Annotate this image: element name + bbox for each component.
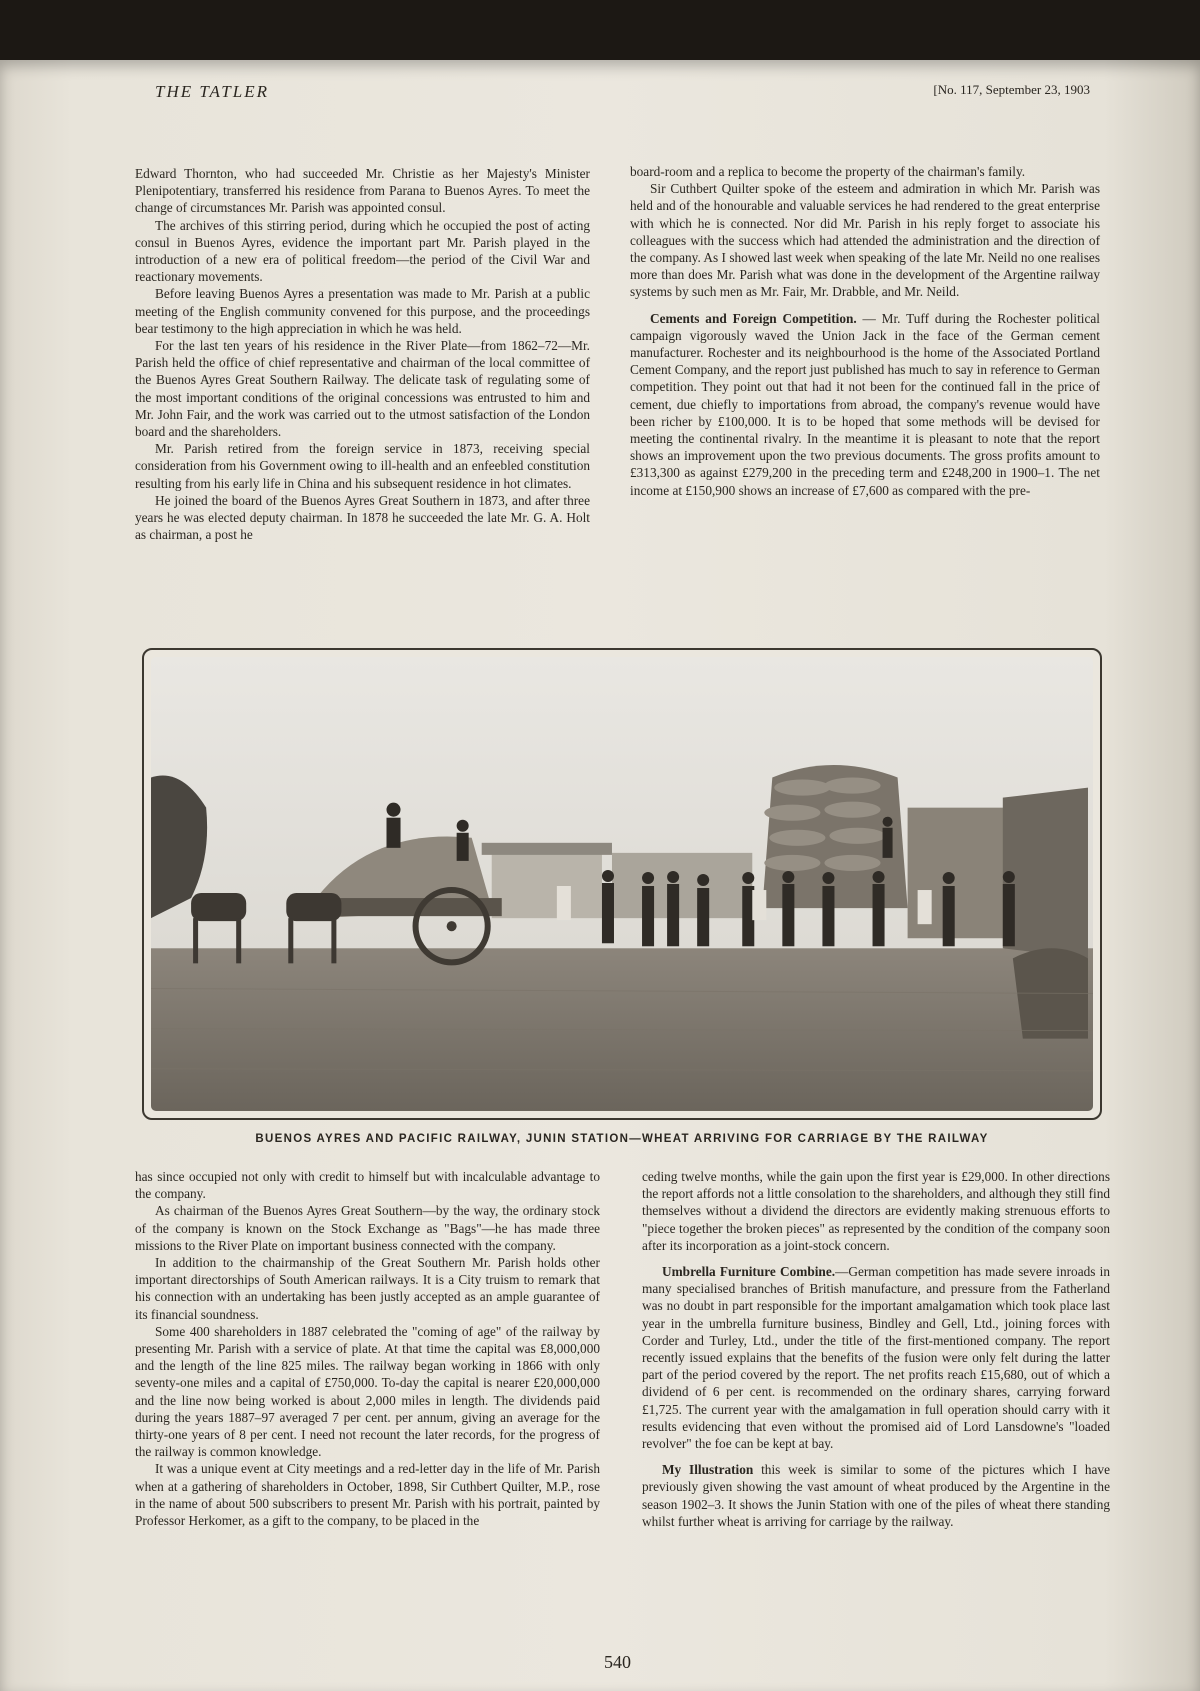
cements-text: — Mr. Tuff during the Rochester political campaign vigorously waved the Union Jack in the face of the German cement manufacturer. Rochester and its neighbourhood is the home of the Associated Portland Cement Company, and the report just published has much to say in reference to German competition. They point out that had it not been for the continued fall in the price of cement, due chiefly to importations from abroad, the company's revenue would have been richer by £100,000. It is to be hoped that some methods will be devised for meeting the continental rivalry. In the meantime it is pleasant to note that the report shows an improvement upon the two previous documents. The gross profits amount to £313,300 as against £279,200 in the preceding term and £248,200 in 1900–1. The net income at £150,900 shows an increase of £7,600 as compared with the pre- [630,310,1100,498]
paragraph: The archives of this stirring period, during which he occupied the post of acting consul in Buenos Ayres, evidence the important part Mr. Parish played in the introduction of a new era of political freedom—the period of the Civil War and reactionary movements. [135,217,590,285]
paragraph: has since occupied not only with credit to himself but with incalculable advantage to the company. [135,1169,600,1202]
issue-date: [No. 117, September 23, 1903 [933,82,1090,97]
paragraph: Before leaving Buenos Ayres a presentation was made to Mr. Parish at a public meeting of the English community convened for this purpose, and the proceedings bear testimony to the high appreciation in which he was held. [135,286,590,336]
page-header [155,82,1090,112]
paragraph: He joined the board of the Buenos Ayres Great Southern in 1873, and after three years he was elected deputy chairman. In 1878 he succeeded the late Mr. G. A. Holt as chairman, a post he [135,492,590,543]
paragraph: In addition to the chairmanship of the Great Southern Mr. Parish holds other important directorships of South American railways. It is a City truism to remark that his connection with an undertaking has been justly accepted as an ample guarantee of its financial soundness. [135,1255,600,1322]
paragraph: As chairman of the Buenos Ayres Great Southern—by the way, the ordinary stock of the company is known on the Stock Exchange as "Bags"—he has made three missions to the River Plate on important business connected with the company. [135,1203,600,1253]
paragraph: board-room and a replica to become the property of the chairman's family. [630,164,1026,179]
column-bottom-left [135,1168,600,1529]
masthead: THE TATLER [155,82,269,101]
umbrella-text: —German competition has made severe inroads in many specialised branches of British manufacture, and pressure from the Fatherland was no doubt in part responsible for the important amalgamation which took place last year in the umbrella furniture business, Bindley and Gell, Ltd., joining forces with Corder and Turley, Ltd., under the title of the first-mentioned company. The report recently issued explains that the benefits of the fusion were only felt during the latter part of the period covered by the report. The net profits reach £15,680, out of which a dividend of 6 per cent. is recommended on the ordinary shares, carrying forward £1,725. The current year with the amalgamation in full operation should carry with it results evidencing that even without the promised aid of Lord Lansdowne's "loaded revolver" the foe can be kept at bay. [642,1264,1110,1452]
paragraph: Some 400 shareholders in 1887 celebrated the "coming of age" of the railway by presenting Mr. Parish with a service of plate. At that time the capital was £8,000,000 and the length of the line 825 miles. The railway began working in 1866 with only seventy-one miles and a capital of £750,000. To-day the capital is nearer £20,000,000 and the line now being worked is about 2,000 miles in length. The dividends paid during the years 1887–97 averaged 7 per cent. per annum, giving an average for the thirty-one years of 8 per cent. I need not recount the later records, for the progress of the railway is common knowledge. [135,1323,600,1460]
illustration-heading: My Illustration [662,1462,754,1478]
cements-paragraph [630,310,1100,499]
column-top-right [630,163,1100,499]
umbrella-heading: Umbrella Furniture Combine. [662,1264,836,1280]
paragraph: For the last ten years of his residence in the River Plate—from 1862–72—Mr. Parish held the office of chief representative and chairman of the local committee of the Buenos Ayres Great Southern Railway. The delicate task of regulating some of the most important conditions of the original concessions was entrusted to him and Mr. John Fair, and the work was carried out to the utmost satisfaction of the London board and the shareholders. [135,338,590,440]
cements-heading: Cements and Foreign Competition. [650,310,857,326]
paragraph: ceding twelve months, while the gain upon the first year is £29,000. In other directions the report affords not a little consolation to the shareholders, and although they still find themselves without a dividend the directors are evidently making strenuous efforts to "piece together the broken pieces" as represented by the condition of the company soon after its incorporation as a joint-stock concern. [642,1169,1110,1253]
column-bottom-right [642,1168,1110,1530]
page-number: 540 [604,1652,631,1672]
illustration-paragraph [642,1461,1110,1530]
photo-caption: BUENOS AYRES AND PACIFIC RAILWAY, JUNIN STATION—WHEAT ARRIVING FOR CARRIAGE BY THE RAILWAY [255,1133,989,1145]
illustration-text: this week is similar to some of the pictures which I have previously given showing the vast amount of wheat produced by the Argentine in the season 1902–3. It shows the Junin Station with one of the piles of wheat there standing whilst further wheat is arriving for carriage by the railway. [642,1462,1110,1529]
paragraph: Sir Cuthbert Quilter spoke of the esteem and admiration in which Mr. Parish was held and of the honourable and valuable services he had rendered to the great enterprise with which he is connected. Nor did Mr. Parish in his reply forget to associate his colleagues with the success which had attended the administration and the direction of the company. As I showed last week when speaking of the late Mr. Neild no one realises more than does Mr. Parish what was done in the development of the Argentine railway systems by such men as Mr. Fair, Mr. Drabble, and Mr. Neild. [630,181,1100,300]
paragraph: It was a unique event at City meetings and a red-letter day in the life of Mr. Parish when at a gathering of shareholders in October, 1898, Sir Cuthbert Quilter, M.P., rose in the name of about 500 subscribers to present Mr. Parish with his portrait, painted by Professor Herkomer, as a gift to the company, to be placed in the [135,1461,600,1529]
paragraph: Edward Thornton, who had succeeded Mr. Christie as her Majesty's Minister Plenipotentiary, transferred his residence from Parana to Buenos Ayres. To meet the change of circumstances Mr. Parish was appointed consul. [135,166,590,216]
column-top-left [135,165,590,543]
paragraph: Mr. Parish retired from the foreign service in 1873, receiving special consideration from his Government owing to ill-health and an enfeebled constitution resulting from his early life in China and his subsequent residence in hot climates. [135,441,590,491]
photo-image [151,657,1093,1111]
wheat-photograph [142,648,1102,1120]
umbrella-paragraph [642,1263,1110,1452]
